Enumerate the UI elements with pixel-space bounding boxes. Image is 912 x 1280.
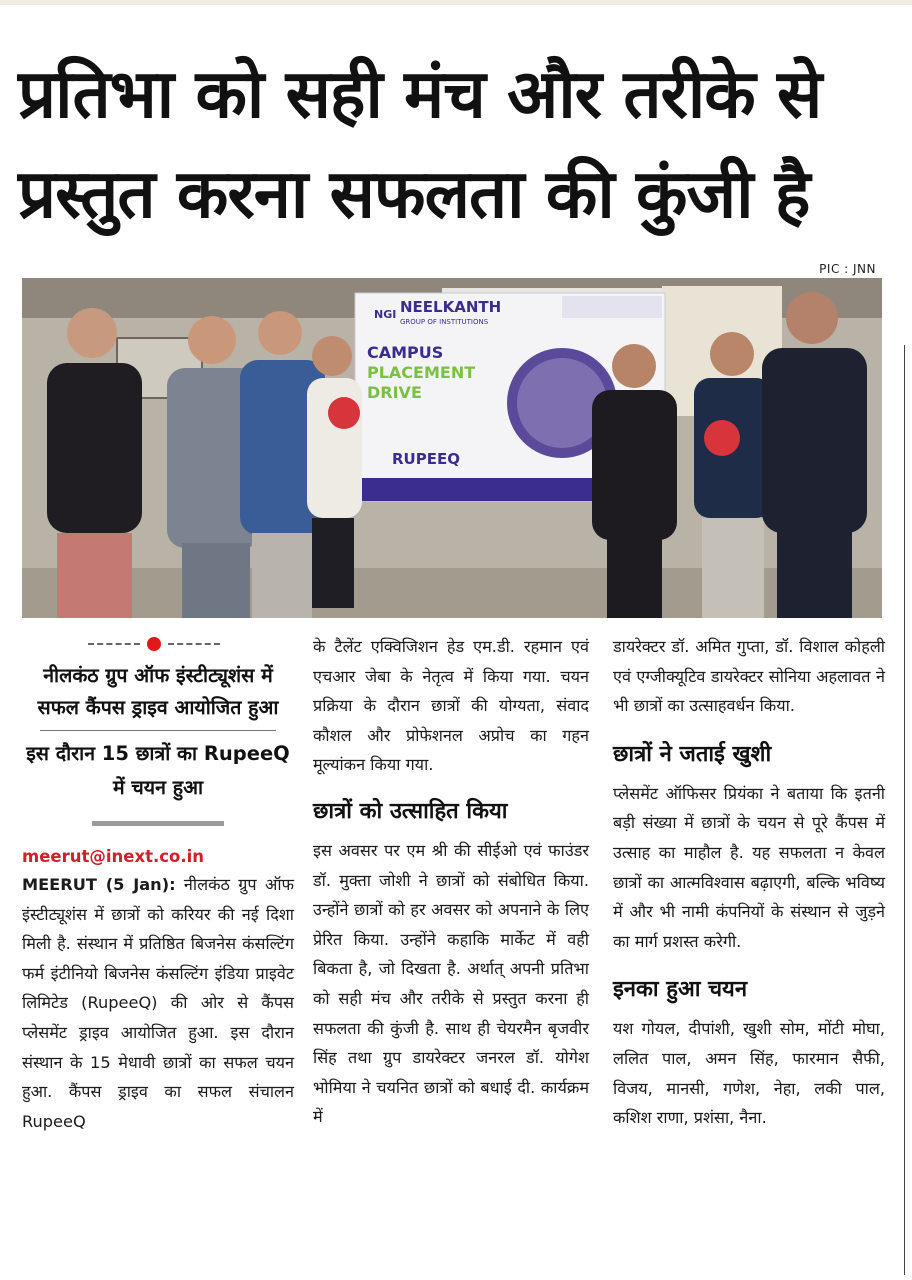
banner-title-2: PLACEMENT — [367, 363, 476, 382]
deck-bar — [92, 821, 224, 826]
photo-illustration — [22, 278, 882, 618]
photo-credit: PIC : JNN — [819, 262, 876, 276]
column-1 — [22, 632, 294, 1136]
story-body-4: डायरेक्टर डॉ. अमित गुप्ता, डॉ. विशाल कोहली एवं एग्जीक्यूटिव डायरेक्टर सोनिया अहलावत ने भी छात्रों का उत्साहवर्धन किया. — [613, 637, 885, 716]
deck-subheadline: इस दौरान 15 छात्रों का RupeeQ में चयन हुआ — [26, 742, 290, 799]
story-body-5: प्लेसमेंट ऑफिसर प्रियंका ने बताया कि इतनी बड़ी संख्या में छात्रों के चयन से पूरे कैंपस में उत्साह का माहौल है. यह सफलता न केवल छात्रों का आत्मविश्वास बढ़ाएगी, बल्कि भविष्य में और भी नामी कंपनियों के संस्थान से जुड़ने का मार्ग प्रशस्त करेगी. — [613, 783, 885, 951]
ornament-dash-left — [88, 643, 140, 645]
subhead-encouraged: छात्रों को उत्साहित किया — [313, 798, 508, 824]
selected-students-list: यश गोयल, दीपांशी, खुशी सोम, मोंटी मोघा, ललित पाल, अमन सिंह, फारमान सैफी, विजय, मानसी, गणेश, नेहा, लकी पाल, कशिश राणा, प्रशंसा, नैना. — [613, 1019, 885, 1128]
dateline: MEERUT (5 Jan): — [22, 875, 176, 894]
story-text-1: नीलकंठ ग्रुप ऑफ इंस्टीट्यूशंस में छात्रों को करियर की नई दिशा मिली है. संस्थान में प्रतिष्ठित बिजनेस कंसल्टिंग फर्म इंटीनियो बिजनेस कंसल्टिंग इंडिया प्राइवेट लिमिटेड (RupeeQ) की ओर से कैंपस प्लेसमेंट ड्राइव आयोजित हुआ. इस दौरान संस्थान के 15 मेधावी छात्रों का सफल चयन हुआ. कैंपस ड्राइव का सफल संचालन RupeeQ — [22, 875, 294, 1131]
banner-title-1: CAMPUS — [367, 343, 444, 362]
ornament-dot — [147, 637, 161, 651]
deck-headline: नीलकंठ ग्रुप ऑफ इंस्टीट्यूशंस में सफल कैंपस ड्राइव आयोजित हुआ — [37, 664, 279, 719]
column-rule — [904, 345, 905, 1275]
banner-brand: NEELKANTH — [400, 298, 502, 316]
banner-partner: RUPEEQ — [392, 450, 460, 468]
story-body-1 — [22, 870, 294, 1136]
ornament-dash-right — [168, 643, 220, 645]
column-2 — [313, 632, 589, 1132]
banner-title-3: DRIVE — [367, 383, 422, 402]
headline-line-1: प्रतिभा को सही मंच और तरीके से — [18, 55, 822, 133]
news-photo — [22, 278, 882, 618]
story-body-3: इस अवसर पर एम श्री की सीईओ एवं फाउंडर डॉ. मुक्ता जोशी ने छात्रों को संबोधित किया. उन्होंने छात्रों को हर अवसर को अपनाने के लिए प्रेरित किया. उन्होंने कहाकि मार्केट में वही बिकता है, जो दिखता है. अर्थात् अपनी प्रतिभा को सही मंच और तरीके से प्रस्तुत करना ही सफलता की कुंजी है. साथ ही चेयरमैन बृजवीर सिंह तथा ग्रुप डायरेक्टर जनरल डॉ. योगेश भोमिया ने चयनित छात्रों को बधाई दी. कार्यक्रम में — [313, 840, 589, 1127]
banner-group: GROUP OF INSTITUTIONS — [400, 318, 489, 326]
column-3 — [613, 632, 885, 1133]
subhead-happiness: छात्रों ने जताई खुशी — [613, 741, 772, 767]
story-body-2: के टैलेंट एक्विजिशन हेड एम.डी. रहमान एवं एचआर जेबा के नेतृत्व में किया गया. चयन प्रक्रिया के दौरान छात्रों की योग्यता, संवाद कौशल और प्रोफेशनल अप्रोच का गहन मूल्यांकन किया गया. — [313, 637, 589, 775]
headline — [18, 44, 898, 244]
subhead-selected: इनका हुआ चयन — [613, 977, 748, 1003]
headline-line-2: प्रस्तुत करना सफलता की कुंजी है — [18, 155, 810, 233]
deck-ornament — [22, 632, 294, 656]
top-rule — [0, 0, 912, 5]
deck-divider — [40, 730, 276, 731]
banner-ngi: NGI — [374, 308, 397, 321]
banner-logos — [562, 296, 662, 318]
reporter-email[interactable]: meerut@inext.co.in — [22, 847, 205, 866]
